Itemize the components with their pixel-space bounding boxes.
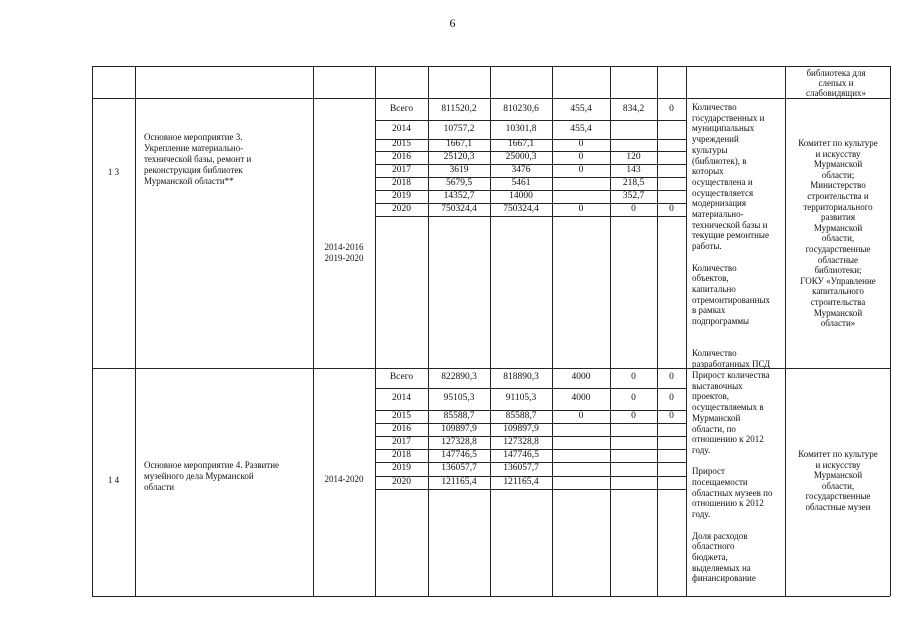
executor-line: Комитет по культуре <box>798 138 878 148</box>
indicator-line: Количество <box>692 262 737 273</box>
indicator-line: финансирование <box>692 573 756 584</box>
year-cell-other: 0 <box>669 393 674 403</box>
year-cell-regional: 14000 <box>509 190 533 201</box>
column-line-6 <box>610 66 611 596</box>
year-cell-regional: 127328,8 <box>503 436 539 447</box>
indicator-line: Прирост <box>692 466 725 477</box>
indicator-line: объектов, <box>692 273 729 284</box>
executor-line: развития <box>820 212 855 223</box>
year-row-line <box>375 120 686 121</box>
executor-line: области, <box>821 480 855 491</box>
row-number: 1 3 <box>107 167 120 177</box>
executor-line: строительства <box>810 297 866 307</box>
year-cell-federal: 4000 <box>571 372 591 382</box>
year-cell-total: 14352,7 <box>443 190 475 201</box>
executor-line: Мурманской <box>813 307 863 318</box>
year-cell-year: 2020 <box>392 476 411 487</box>
indicator-line: муниципальных <box>692 123 755 134</box>
year-cell-local: 218,5 <box>622 177 645 188</box>
year-cell-total: 750324,4 <box>441 203 477 214</box>
executor-line: области» <box>820 318 856 329</box>
year-cell-regional: 25000,3 <box>505 151 537 162</box>
year-cell-year: 2019 <box>392 190 411 201</box>
year-row-line <box>375 216 686 217</box>
column-line-1 <box>313 66 314 596</box>
indicator-line: работы. <box>692 241 722 252</box>
indicator-line: учреждений <box>692 134 739 145</box>
executor-line: государственные <box>805 244 871 254</box>
year-cell-year: 2017 <box>392 436 411 447</box>
page-number: 6 <box>449 16 456 30</box>
table-left-border <box>92 66 93 596</box>
indicator-line: проектов, <box>692 391 729 402</box>
column-line-8 <box>686 66 687 596</box>
indicator-line: технической базы и <box>692 219 768 230</box>
indicator-line: бюджета, <box>692 551 728 562</box>
measure-name-line: Основное мероприятие 3. <box>144 132 243 142</box>
executor-line: областные музеи <box>805 502 871 512</box>
year-cell-other: 0 <box>669 372 674 382</box>
indicator-line: модернизация <box>692 198 746 209</box>
year-cell-federal: 455,4 <box>570 104 592 114</box>
year-cell-local: 143 <box>626 164 641 175</box>
indicator-line: материально- <box>692 209 744 219</box>
executor-line: ГОКУ «Управление <box>800 275 876 286</box>
year-cell-other: 0 <box>669 410 674 421</box>
year-cell-total: 822890,3 <box>441 372 477 382</box>
year-cell-local: 120 <box>626 151 641 162</box>
year-cell-total: 811520,2 <box>441 104 477 114</box>
measure-name-line: области <box>144 482 175 492</box>
year-cell-federal: 0 <box>578 139 584 149</box>
column-line-0 <box>135 66 136 596</box>
year-row-line <box>375 388 686 389</box>
indicator-line: текущие ремонтные <box>692 230 769 241</box>
indicator-line: культуры <box>692 144 728 155</box>
year-cell-other: 0 <box>669 104 674 114</box>
year-cell-federal: 0 <box>578 151 584 162</box>
indicator-line: областных музеев по <box>692 487 773 498</box>
executor-cell-line: библиотека для <box>806 68 866 78</box>
year-cell-regional: 109897,9 <box>503 423 539 434</box>
indicator-line: области, по <box>692 423 736 434</box>
year-cell-local: 0 <box>631 410 636 421</box>
year-cell-regional: 136057,7 <box>503 463 539 473</box>
year-cell-total: 10757,2 <box>443 123 475 134</box>
year-cell-year: 2015 <box>392 139 411 149</box>
indicator-line: областного <box>692 541 735 552</box>
indicator-line: капитально <box>692 283 736 294</box>
executor-line: и искусству <box>815 148 861 159</box>
year-cell-regional: 3476 <box>511 164 531 175</box>
indicator-line: выделяемых на <box>692 562 751 573</box>
indicator-line: Доля расходов <box>692 530 748 541</box>
year-cell-regional: 121165,4 <box>503 476 539 487</box>
year-cell-federal: 0 <box>578 410 584 421</box>
year-cell-regional: 10301,8 <box>505 123 537 134</box>
year-cell-regional: 147746,5 <box>503 449 539 460</box>
indicator-line: отношению к 2012 <box>692 498 764 509</box>
year-cell-total: 1667,1 <box>445 139 473 149</box>
year-cell-regional: 750324,4 <box>503 203 539 214</box>
year-cell-year: 2016 <box>392 423 411 434</box>
indicator-line: Количество <box>692 348 737 359</box>
executor-line: библиотеки; <box>814 265 862 276</box>
year-cell-total: 85588,7 <box>443 410 475 421</box>
indicator-line: отношению к 2012 <box>692 434 764 445</box>
period-line: 2019-2020 <box>324 253 364 263</box>
year-cell-local: 0 <box>631 393 636 403</box>
year-cell-year: Всего <box>389 104 414 114</box>
year-cell-year: 2018 <box>392 177 411 188</box>
executor-line: Мурманской <box>813 470 863 481</box>
executor-line: Мурманской <box>813 159 863 170</box>
year-cell-total: 95105,3 <box>443 393 475 403</box>
indicator-line: Прирост количества <box>692 370 770 380</box>
table-top-border <box>92 66 890 67</box>
indicator-line: посещаемости <box>692 477 748 487</box>
indicator-line: осуществляемых в <box>692 402 764 413</box>
indicator-line: выставочных <box>692 380 743 391</box>
executor-line: Министерство <box>810 180 866 191</box>
year-cell-regional: 1667,1 <box>507 139 535 149</box>
year-cell-regional: 85588,7 <box>505 410 537 421</box>
year-cell-local: 834,2 <box>622 104 645 114</box>
indicator-line: которых <box>692 166 724 177</box>
period-line: 2014-2016 <box>324 242 364 252</box>
year-cell-federal: 0 <box>578 203 584 214</box>
indicator-line: подпрограммы <box>692 316 750 326</box>
year-cell-regional: 810230,6 <box>503 104 539 114</box>
year-cell-year: 2016 <box>392 151 411 162</box>
year-cell-year: 2019 <box>392 463 411 473</box>
year-cell-total: 3619 <box>449 164 469 175</box>
executor-line: области, <box>821 233 855 244</box>
column-line-7 <box>657 66 658 596</box>
year-cell-total: 136057,7 <box>441 463 477 473</box>
executor-line: Мурманской <box>813 222 863 233</box>
executor-line: государственные <box>805 491 871 502</box>
year-cell-other: 0 <box>669 203 674 214</box>
year-cell-year: Всего <box>389 372 414 382</box>
period-line: 2014-2020 <box>324 474 364 484</box>
year-row-line <box>375 489 686 490</box>
year-cell-federal: 0 <box>578 164 584 175</box>
measure-name-line: реконструкция библиотек <box>144 165 243 175</box>
executor-cell-line: слепых и <box>818 78 854 88</box>
year-cell-year: 2015 <box>392 410 411 421</box>
measure-name-line: технической базы, ремонт и <box>144 154 252 164</box>
executor-line: Комитет по культуре <box>798 449 878 459</box>
measure-name-line: Укрепление материально- <box>144 143 244 153</box>
table-bottom-border <box>92 596 890 597</box>
indicator-line: отремонтированных <box>692 294 770 305</box>
year-cell-regional: 5461 <box>511 177 531 188</box>
measure-name-line: Основное мероприятие 4. Развитие <box>144 460 280 470</box>
measure-name-line: Мурманской области** <box>144 176 234 186</box>
executor-line: области; <box>821 169 855 180</box>
year-cell-federal: 4000 <box>571 393 591 403</box>
executor-line: капитального <box>812 286 864 297</box>
year-cell-local: 0 <box>631 372 636 382</box>
header-row-divider <box>92 98 890 99</box>
year-cell-year: 2020 <box>392 203 411 214</box>
indicator-line: году. <box>692 444 711 455</box>
year-cell-year: 2018 <box>392 449 411 460</box>
indicator-line: году. <box>692 509 711 520</box>
year-cell-year: 2017 <box>392 164 411 175</box>
executor-line: строительства и <box>807 191 869 201</box>
year-cell-local: 0 <box>631 203 636 214</box>
year-cell-total: 121165,4 <box>441 476 477 487</box>
row-divider <box>92 368 890 369</box>
year-cell-regional: 818890,3 <box>503 372 539 382</box>
year-cell-total: 25120,3 <box>443 151 475 162</box>
year-cell-total: 127328,8 <box>441 436 477 447</box>
year-cell-regional: 91105,3 <box>505 393 537 403</box>
indicator-line: в рамках <box>692 305 726 316</box>
year-cell-total: 109897,9 <box>441 423 477 434</box>
row-number: 1 4 <box>107 475 120 485</box>
executor-line: территориального <box>803 201 873 212</box>
indicator-line: государственных и <box>692 112 765 123</box>
year-cell-federal: 455,4 <box>570 123 592 134</box>
year-cell-year: 2014 <box>392 123 411 134</box>
year-cell-total: 5679,5 <box>445 177 473 188</box>
executor-line: областные <box>817 254 859 265</box>
indicator-line: разработанных ПСД <box>692 358 771 369</box>
year-cell-local: 352,7 <box>622 190 645 201</box>
executor-cell-line: слабовидящих» <box>805 88 867 98</box>
year-cell-total: 147746,5 <box>441 449 477 460</box>
indicator-line: осуществляется <box>692 187 754 198</box>
executor-line: и искусству <box>815 459 861 470</box>
table-right-border <box>890 66 891 596</box>
indicator-line: Мурманской <box>692 412 741 423</box>
measure-name-line: музейного дела Мурманской <box>144 471 254 481</box>
indicator-line: Количество <box>692 102 737 112</box>
indicator-line: осуществлена и <box>692 176 753 187</box>
indicator-line: (библиотек), в <box>692 155 747 166</box>
year-cell-year: 2014 <box>392 393 411 403</box>
